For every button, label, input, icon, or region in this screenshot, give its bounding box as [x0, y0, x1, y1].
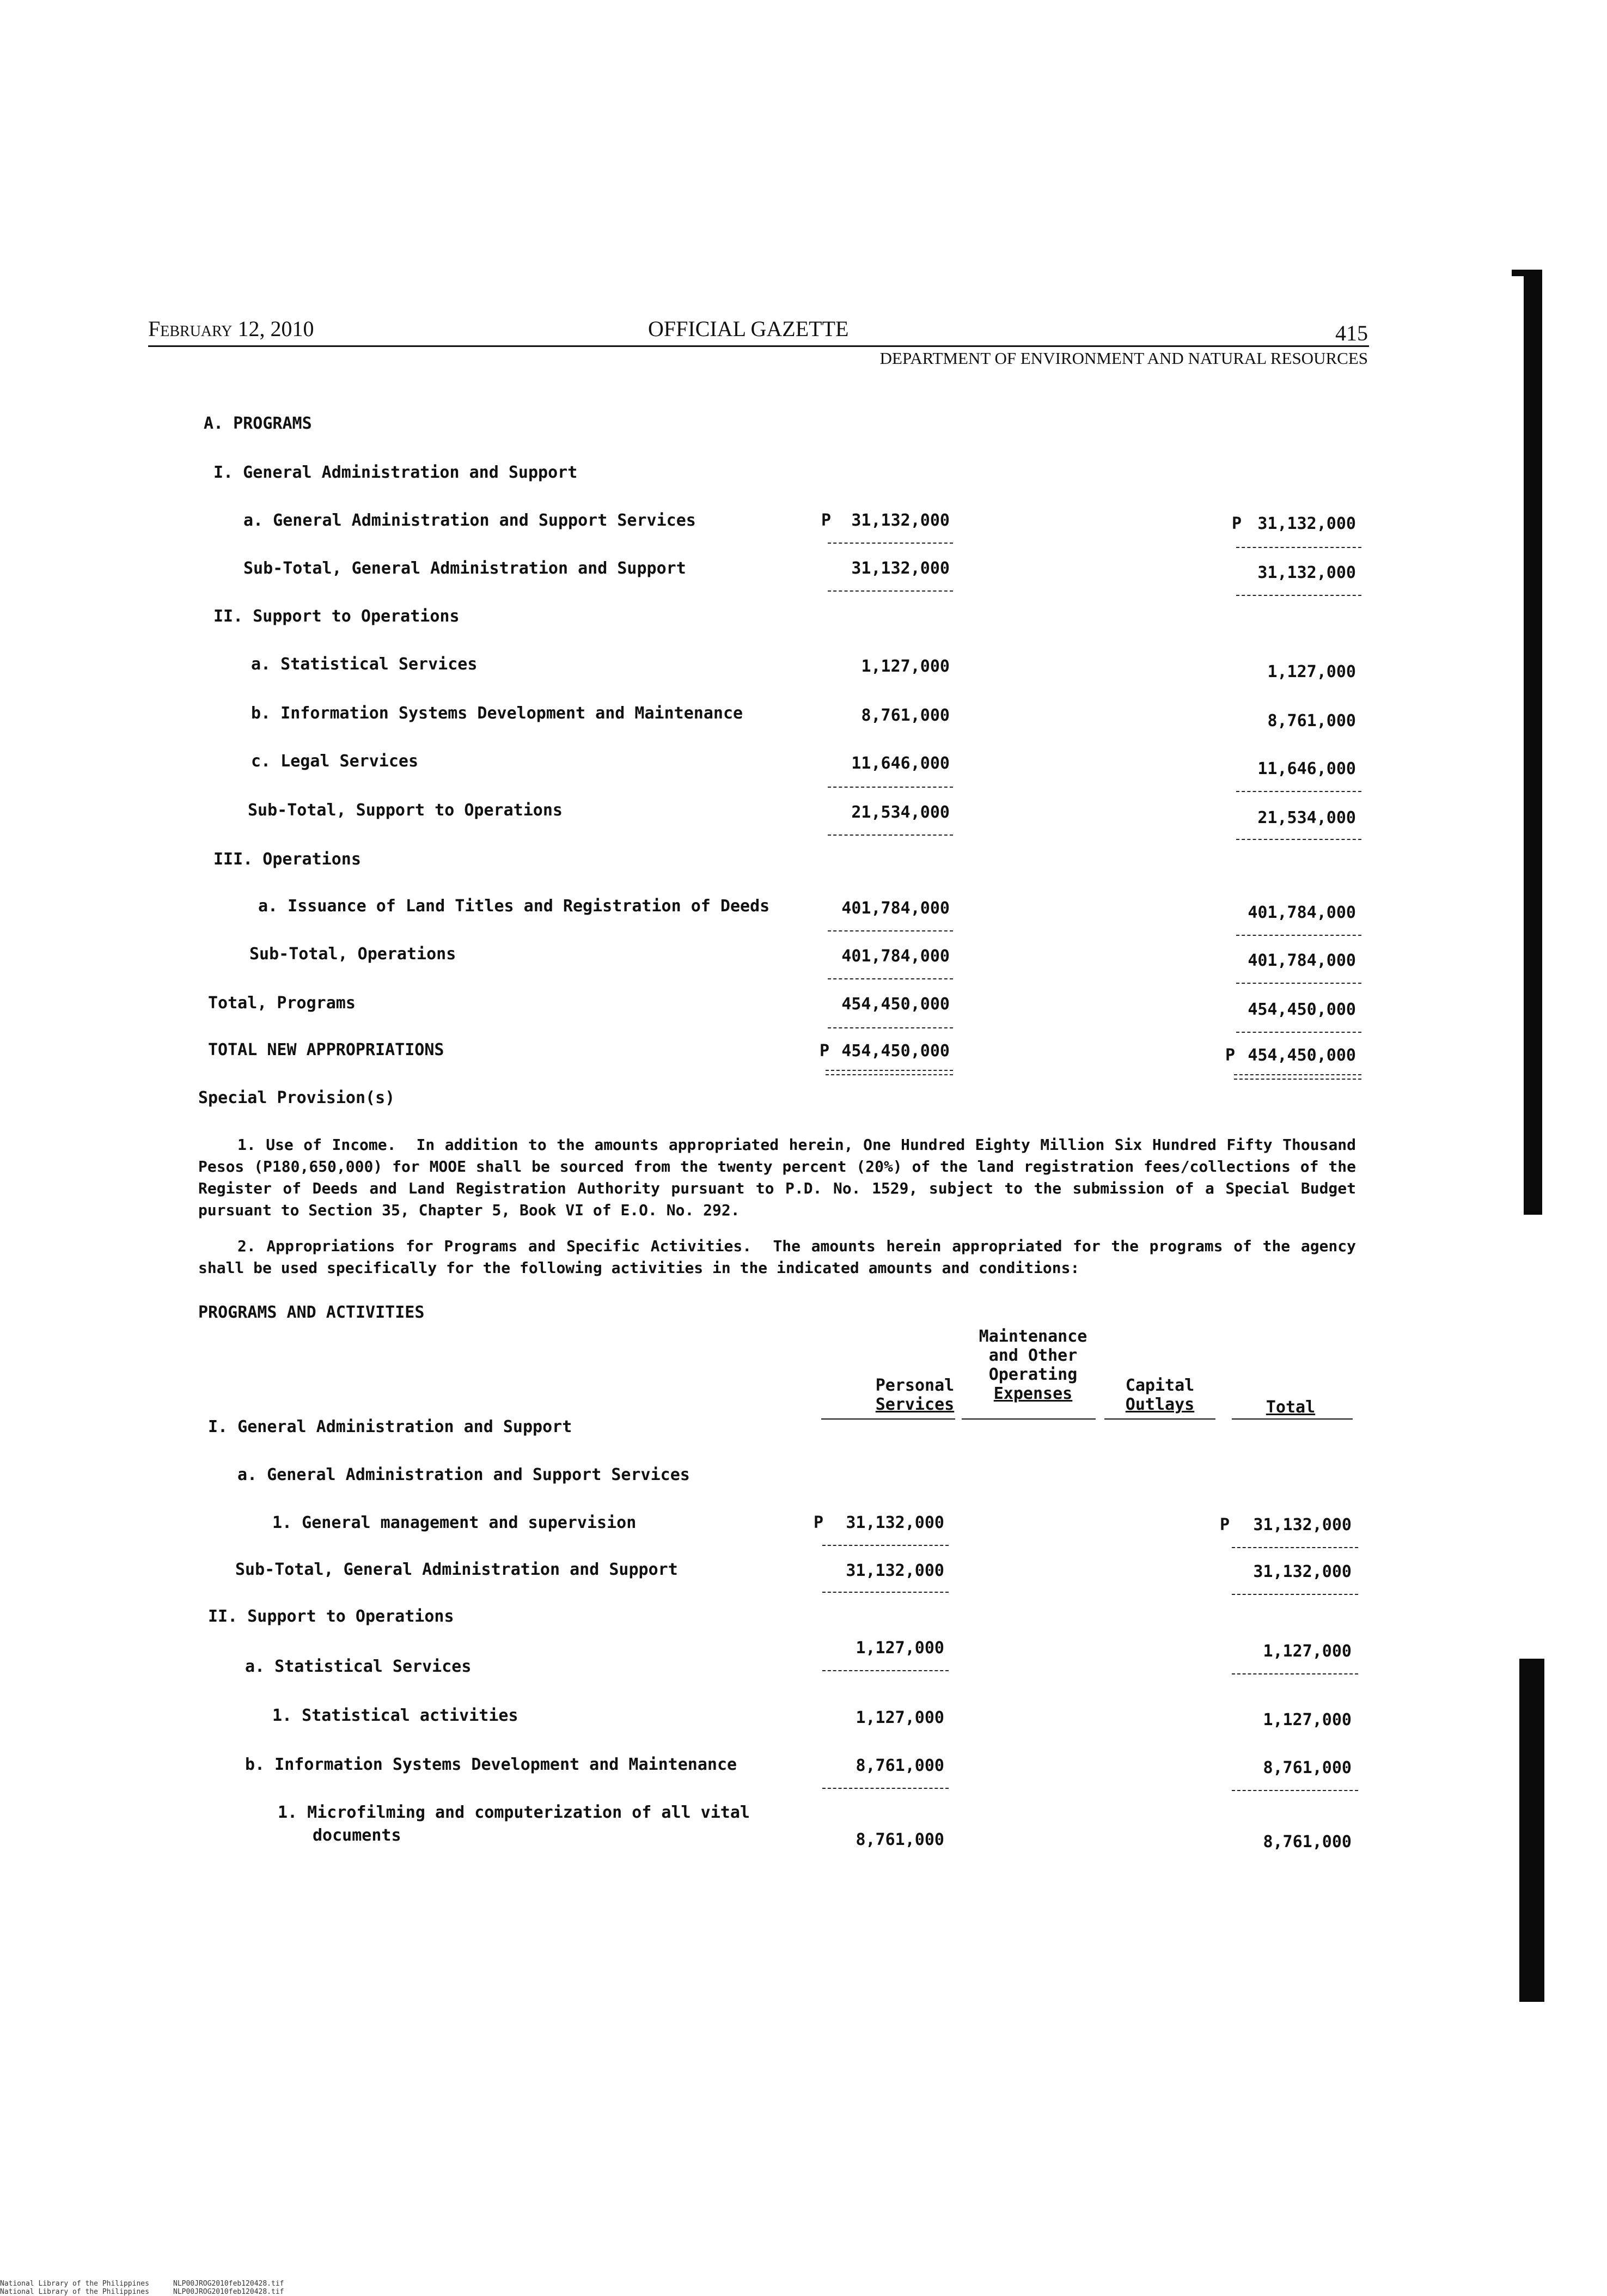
program-col2-value: 454,450,000 — [1248, 1000, 1356, 1019]
activity-ps-value: 8,761,000 — [856, 1756, 944, 1775]
program-col1-value: 454,450,000 — [841, 995, 950, 1014]
subtotal-rule — [1232, 1594, 1358, 1595]
grand-total-rule — [826, 1070, 953, 1075]
program-col2-value: 11,646,000 — [1257, 759, 1356, 778]
program-col2-value: 8,761,000 — [1267, 711, 1356, 730]
subtotal-rule — [1236, 595, 1361, 596]
col-header-mooe: Maintenance and Other Operating Expenses — [979, 1327, 1087, 1403]
program-row-label: Sub-Total, General Administration and Support — [243, 559, 686, 578]
program-col1-value: 401,784,000 — [841, 899, 950, 918]
peso-sign: P — [1220, 1515, 1230, 1534]
subtotal-rule — [1232, 1673, 1358, 1674]
col-header-rule — [1104, 1418, 1215, 1420]
footer-file: NLP00JROG2010feb120428.tif — [173, 2288, 284, 2296]
col-header-rule — [1232, 1418, 1353, 1420]
program-row-label: a. Issuance of Land Titles and Registration of Deeds — [258, 897, 770, 916]
subtotal-rule — [822, 1788, 949, 1789]
subtotal-rule — [1232, 1790, 1358, 1791]
subtotal-rule — [1236, 791, 1361, 792]
program-col2-value: 454,450,000 — [1248, 1046, 1356, 1065]
program-row-label: Total, Programs — [208, 994, 356, 1013]
activity-row-label: I. General Administration and Support — [208, 1417, 572, 1436]
activity-total-value: 1,127,000 — [1263, 1642, 1352, 1661]
activity-ps-value: 1,127,000 — [856, 1708, 944, 1727]
total-rule — [1236, 1032, 1361, 1033]
provision-2-text: The amounts herein appropriated for the programs of the agency shall be used specifically for the following activities in the indicated amounts and conditions: — [198, 1237, 1356, 1277]
program-col2-value: 31,132,000 — [1257, 514, 1356, 533]
grand-total-rule — [1234, 1074, 1361, 1080]
subtotal-rule — [828, 835, 953, 836]
program-col1-value: 21,534,000 — [851, 803, 950, 822]
activity-total-value: 8,761,000 — [1263, 1832, 1352, 1852]
activity-row-label: 1. Microfilming and computerization of all vital — [278, 1803, 750, 1822]
footer-library: National Library of the Philippines — [0, 2288, 149, 2296]
col-header-total: Total — [1266, 1398, 1316, 1417]
program-row-label: Sub-Total, Support to Operations — [248, 801, 563, 820]
activities-heading: PROGRAMS AND ACTIVITIES — [198, 1303, 425, 1322]
subtotal-rule — [828, 543, 953, 544]
scan-edge-bar — [1524, 270, 1542, 1215]
program-row-label: a. General Administration and Support Services — [243, 511, 696, 530]
program-col2-value: 401,784,000 — [1248, 951, 1356, 970]
program-col1-value: 11,646,000 — [851, 754, 950, 773]
header-publication: OFFICIAL GAZETTE — [648, 316, 849, 341]
header-page-number: 415 — [1335, 321, 1368, 345]
program-col2-value: 1,127,000 — [1267, 662, 1356, 681]
activity-ps-value: 1,127,000 — [856, 1639, 944, 1658]
program-col1-value: 1,127,000 — [861, 657, 950, 676]
program-row-label: c. Legal Services — [251, 752, 419, 771]
subtotal-rule — [1236, 935, 1361, 936]
activity-ps-value: 31,132,000 — [846, 1561, 944, 1580]
activity-total-value: 8,761,000 — [1263, 1758, 1352, 1777]
provision-2 — [198, 1235, 1356, 1279]
program-row-label: a. Statistical Services — [251, 655, 478, 674]
col-header-rule — [962, 1418, 1096, 1420]
program-row-label: II. Support to Operations — [213, 607, 460, 626]
program-row-label: Sub-Total, Operations — [249, 945, 456, 964]
scan-edge-bar — [1519, 1659, 1544, 2002]
peso-sign: P — [1232, 514, 1242, 533]
program-col1-value: 401,784,000 — [841, 947, 950, 966]
subtotal-rule — [828, 590, 953, 592]
subtotal-rule — [828, 930, 953, 931]
activity-total-value: 31,132,000 — [1253, 1562, 1352, 1581]
subtotal-rule — [1236, 839, 1361, 840]
peso-sign: P — [821, 511, 832, 530]
col-header-rule — [821, 1418, 955, 1420]
subtotal-rule — [1236, 983, 1361, 984]
footer-file: NLP00JROG2010feb120428.tif — [173, 2280, 284, 2288]
activity-row-label: Sub-Total, General Administration and Support — [235, 1560, 678, 1579]
provision-1-title: 1. Use of Income. — [237, 1136, 396, 1154]
col-header-co: Capital Outlays — [1125, 1376, 1195, 1414]
total-rule — [828, 1027, 953, 1028]
activity-row-label: a. Statistical Services — [245, 1657, 472, 1676]
program-row-label: TOTAL NEW APPROPRIATIONS — [208, 1040, 444, 1059]
activity-row-label: II. Support to Operations — [208, 1607, 454, 1626]
program-row-label: b. Information Systems Development and Maintenance — [251, 704, 743, 723]
activity-total-value: 1,127,000 — [1263, 1710, 1352, 1729]
peso-sign: P — [820, 1042, 830, 1061]
subtotal-rule — [822, 1670, 949, 1671]
subtotal-rule — [1236, 547, 1361, 548]
peso-sign: P — [1225, 1046, 1236, 1065]
header-date: February 12, 2010 — [148, 316, 314, 341]
subtotal-rule — [1232, 1547, 1358, 1548]
program-row-label: III. Operations — [213, 850, 361, 869]
activity-row-label: 1. General management and supervision — [272, 1513, 637, 1532]
programs-heading: A. PROGRAMS — [204, 414, 312, 433]
subtotal-rule — [828, 787, 953, 788]
program-col1-value: 31,132,000 — [851, 559, 950, 578]
activity-row-label: b. Information Systems Development and Maintenance — [245, 1755, 737, 1774]
header-rule — [148, 345, 1369, 347]
activity-ps-value: 8,761,000 — [856, 1830, 944, 1849]
subtotal-rule — [828, 978, 953, 979]
footer-library: National Library of the Philippines — [0, 2280, 149, 2288]
subtotal-rule — [822, 1592, 949, 1593]
activity-row-label: a. General Administration and Support Services — [237, 1465, 690, 1484]
program-col1-value: 8,761,000 — [861, 706, 950, 725]
activity-row-label-continued: documents — [313, 1826, 401, 1845]
program-col1-value: 31,132,000 — [851, 511, 950, 530]
program-row-label: I. General Administration and Support — [213, 463, 578, 482]
activity-ps-value: 31,132,000 — [846, 1513, 944, 1532]
special-provisions-heading: Special Provision(s) — [198, 1088, 395, 1107]
program-col1-value: 454,450,000 — [841, 1042, 950, 1061]
program-col2-value: 31,132,000 — [1257, 563, 1356, 582]
provision-1-text: In addition to the amounts appropriated herein, One Hundred Eighty Million Six Hundred Fifty Thousand Pesos (P180,650,000) for MOOE shall be sourced from the twenty percent (20%) of the land registration fees/collections of the Register of Deeds and Land Registration Authority pursuant to P.D. No. 1529, subject to the submission of a Special Budget pursuant to Section 35, Chapter 5, Book VI of E.O. No. 292. — [198, 1136, 1357, 1219]
program-col2-value: 21,534,000 — [1257, 808, 1356, 827]
activity-total-value: 31,132,000 — [1253, 1515, 1352, 1534]
peso-sign: P — [814, 1513, 824, 1532]
col-header-ps: Personal Services — [875, 1376, 955, 1414]
program-col2-value: 401,784,000 — [1248, 903, 1356, 922]
provision-2-title: 2. Appropriations for Programs and Specific Activities. — [237, 1237, 752, 1255]
provision-1 — [198, 1134, 1356, 1221]
header-department: DEPARTMENT OF ENVIRONMENT AND NATURAL RESOURCES — [879, 349, 1368, 368]
activity-row-label: 1. Statistical activities — [272, 1706, 518, 1725]
subtotal-rule — [822, 1545, 949, 1546]
